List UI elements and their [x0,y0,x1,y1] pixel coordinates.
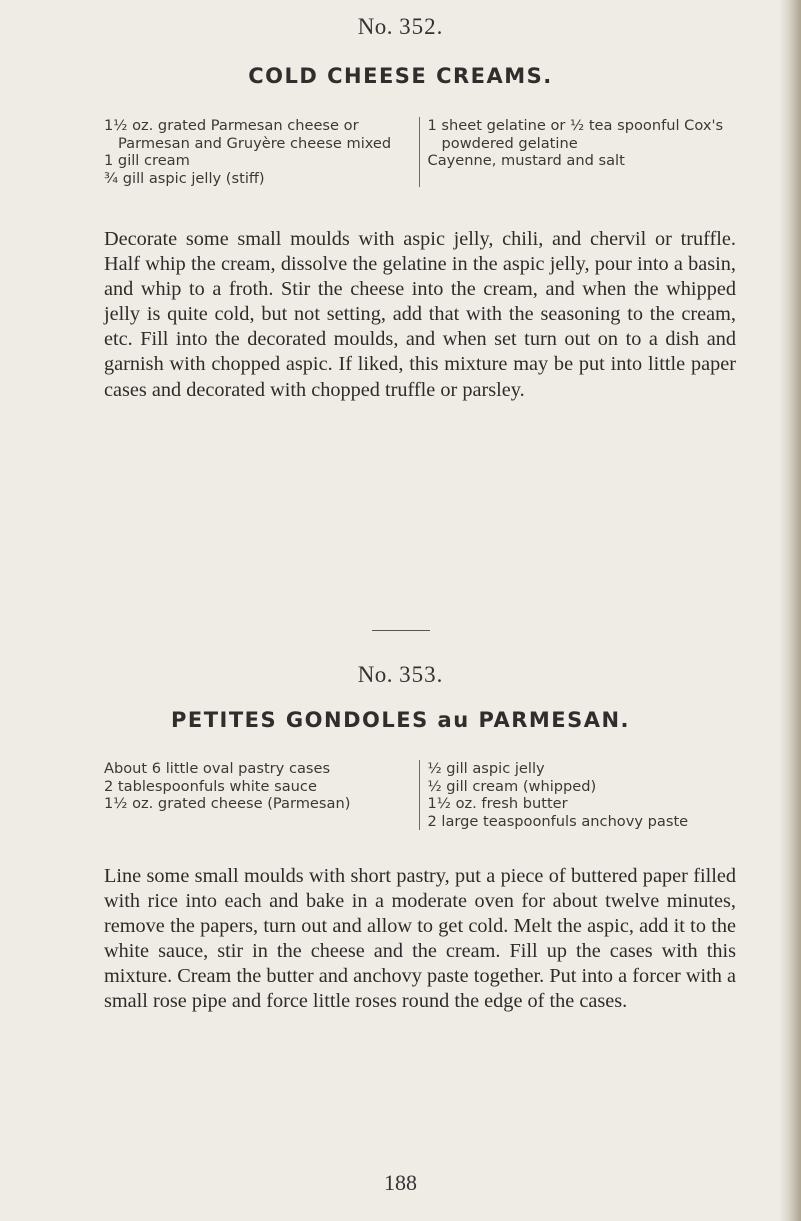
recipe-number-353 [0,662,801,688]
recipe-number-label: No. [357,662,394,687]
recipe-title-petites-gondoles: PETITES GONDOLES au PARMESAN. [170,708,631,732]
recipe-number-value: 353. [399,662,444,687]
ingredient-item: 1½ oz. fresh butter [427,795,568,812]
ingredient-item: About 6 little oval pastry cases [104,760,331,777]
recipe-number-352 [0,14,801,40]
ingredient-item: 2 tablespoonfuls white sauce [104,777,317,795]
ingredient-item: 1 gill cream [104,152,190,169]
method-text-352: Decorate some small moulds with aspic jelly, chili, and chervil or truffle. Half whip the cream, dissolve the gelatine in the aspic jelly, pour into a basin, and whip to a froth. Stir the cheese into the cream, and when the whipped jelly is quite cold, but not setting, add that with the seasoning to the cream, etc. Fill into the decorated moulds, and when set turn out on to a dish and garnish with chopped aspic. If liked, this mixture may be put into little paper cases and decorated with chopped truffle or parsley. [104,228,736,401]
ingredient-item: Cayenne, mustard and salt [427,152,625,169]
ingredient-item: ½ gill aspic jelly [427,760,545,777]
ingredient-item: 2 large teaspoonfuls anchovy paste [427,812,689,830]
section-divider [372,630,430,631]
recipe-title-cold-cheese-creams: COLD CHEESE CREAMS. [248,64,553,88]
ingredient-item: 1½ oz. grated Parmesan cheese or Parmesan and Gruyère cheese mixed [104,117,392,152]
method-text-353: Line some small moulds with short pastry, put a piece of buttered paper filled with rice into each and bake in a moderate oven for about twelve minutes, remove the papers, turn out and allow to get cold. Melt the aspic, add it to the white sauce, stir in the cheese and the cream. Fill up the cases with this mixture. Cream the butter and anchovy paste together. Put into a forcer with a small rose pipe and force little roses round the edge of the cases. [104,865,736,1013]
recipe-number-label: No. [357,14,394,39]
ingredients-column-left [104,760,419,830]
ingredients-column-right [419,760,737,830]
recipe-number-value: 352. [399,14,444,39]
page-edge-shadow [779,0,801,1221]
ingredients-list-353 [104,760,736,830]
page-number: 188 [384,1170,417,1195]
ingredients-list-352 [104,117,736,187]
ingredient-item: ½ gill cream (whipped) [427,777,597,795]
ingredient-item: ¾ gill aspic jelly (stiff) [104,169,265,187]
ingredient-item: 1 sheet gelatine or ½ tea spoonful Cox's powdered gelatine [427,117,724,152]
ingredients-column-left [104,117,419,187]
ingredients-column-right [419,117,737,187]
ingredient-item: 1½ oz. grated cheese (Parmesan) [104,795,351,812]
